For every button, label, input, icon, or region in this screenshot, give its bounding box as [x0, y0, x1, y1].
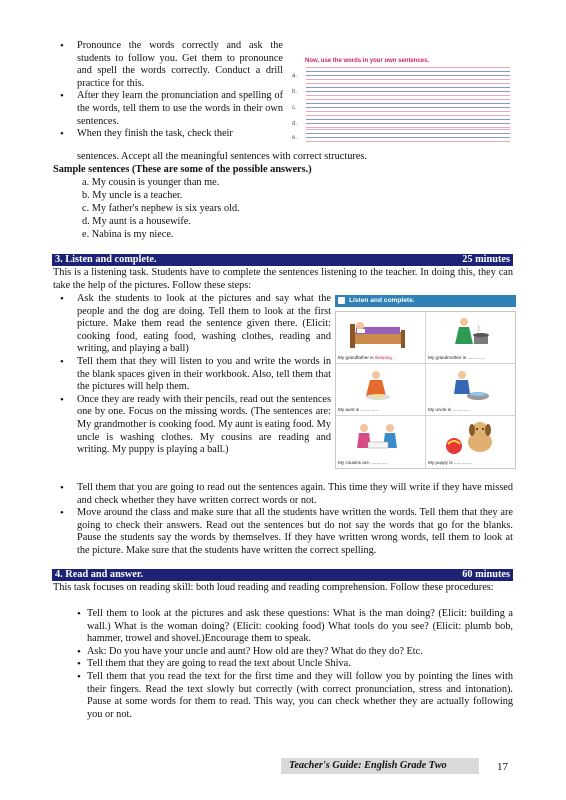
picture-cell-grandmother [426, 312, 516, 364]
sample-sentence: c. My father's nephew is six years old. [82, 203, 240, 214]
worksheet-title: Listen and complete. [349, 297, 415, 304]
cooking-grandmother-illustration [434, 314, 504, 354]
picture-cell-uncle [426, 364, 516, 416]
section3-duration: 25 minutes [462, 254, 510, 265]
section3-intro: This is a listening task. Students have to complete the sentences listening to the teacher. In doing this, they can take the help of the pictures. Follow these steps: [53, 267, 513, 291]
washing-uncle-illustration [434, 366, 504, 406]
section4-intro: This task focuses on reading skill: both loud reading and reading comprehension. Follow these procedures: [53, 582, 494, 593]
worksheet-header [335, 295, 516, 307]
page-number: 17 [497, 761, 508, 773]
worksheet-row-letter: c. [292, 105, 297, 111]
section3-bullet: • Move around the class and make sure that all the students have written the words. Tell them that they are going to check their answers. Read out the sentences but do not say the words that go for the blanks. Pause the students say the words by themselves. If they have written wrong words, tell them to look at the picture. Make sure that the students have written the correct spelling. [55, 507, 513, 557]
section1-bullet: • When they finish the task, check their [55, 128, 283, 141]
picture-caption: My puppy is .............. [428, 460, 472, 465]
sample-sentences-list [82, 177, 240, 242]
worksheet-header-icon [338, 297, 345, 304]
picture-cell-cousins [336, 416, 426, 468]
section3-bullet: • Ask the students to look at the pictures and say what the people and the dog are doing. Tell them to look at the first picture. Make them read the sentence given there. (Elicit: cooking food, eating food, washing clothes, reading and writing, and playing a ball) [55, 293, 331, 356]
section1-bullet: • Pronounce the words correctly and ask the students to follow you. Get them to pronounce and spell the words correctly. Conduct a drill practice for this. [55, 40, 283, 90]
picture-caption: My grandmother is .............. [428, 355, 486, 360]
footer-book-title: Teacher's Guide: English Grade Two [289, 760, 447, 771]
section3-full-width-bullets [55, 482, 513, 558]
sample-sentence: a. My cousin is younger than me. [82, 177, 220, 188]
picture-caption: My grandfather is sleeping. [338, 355, 394, 360]
section4-bullet-list [77, 608, 513, 721]
sample-sentences-title: Sample sentences (These are some of the possible answers.) [53, 164, 312, 175]
section4-heading: 4. Read and answer. [55, 569, 144, 580]
sample-sentence: e. Nabina is my niece. [82, 229, 174, 240]
reading-cousins-illustration [344, 418, 414, 458]
sample-sentence: d. My aunt is a housewife. [82, 216, 191, 227]
section4-bullet: • Tell them to look at the pictures and ask these questions: What is the man doing? (Elicit: building a wall.) What is the woman doing? (Elicit: cooking food) What tools do you see? (Elicit: plumb bob, hammer, trowel and shovel.)Encourage them to speak. [77, 608, 513, 646]
worksheet-row [292, 98, 510, 114]
worksheet-row [292, 82, 510, 98]
section3-bullet: • Tell them that you are going to read out the sentences again. This time they will write if they have missed and check whether they have written correct words or not. [55, 482, 513, 507]
sample-sentence: b. My uncle is a teacher. [82, 190, 183, 201]
listen-complete-worksheet-image [333, 294, 517, 469]
sentence-worksheet-image [288, 50, 514, 142]
worksheet-row-letter: e. [292, 135, 298, 141]
picture-cell-puppy [426, 416, 516, 468]
worksheet-row-letter: d. [292, 121, 298, 127]
sleeping-grandfather-illustration [344, 314, 414, 354]
worksheet-picture-grid [335, 311, 516, 469]
section1-bullet: • After they learn the pronunciation and spelling of the words, tell them to use the words in their own sentences. [55, 90, 283, 128]
section3-heading: 3. Listen and complete. [55, 254, 157, 265]
puppy-ball-illustration [434, 418, 504, 458]
picture-caption: My uncle is .............. [428, 407, 471, 412]
worksheet-row-letter: b. [292, 89, 298, 95]
section3-bullet-list [55, 293, 331, 457]
section4-heading-bar [52, 569, 513, 581]
section1-bullet-list [55, 40, 283, 141]
section1-continuation: sentences. Accept all the meaningful sentences with correct structures. [77, 151, 367, 162]
section3-bullet: • Tell them that they will listen to you and write the words in the blank spaces given in their workbook. Also, tell them that the pictures will help them. [55, 356, 331, 394]
picture-caption: My aunt is .............. [338, 407, 379, 412]
picture-cell-grandfather [336, 312, 426, 364]
worksheet-row [292, 128, 510, 144]
section4-bullet: • Tell them that you read the text for the first time and they will follow you by pointing the lines with their fingers. Read the text slowly but correctly (with correct pronunciation, stress and intonation). Pause at some words for them to read. This way, you can check whether they are actually following you or not. [77, 671, 513, 721]
section3-heading-bar [52, 254, 513, 266]
section4-duration: 60 minutes [462, 569, 510, 580]
section4-bullet: • Tell them that they are going to read the text about Uncle Shiva. [77, 658, 513, 671]
section4-bullet: • Ask: Do you have your uncle and aunt? How old are they? What do they do? Etc. [77, 646, 513, 659]
worksheet-row-letter: a. [292, 73, 298, 79]
picture-cell-aunt [336, 364, 426, 416]
worksheet-title: Now, use the words in your own sentences. [305, 58, 430, 64]
picture-caption: My cousins are .............. [338, 460, 389, 465]
eating-aunt-illustration [344, 366, 414, 406]
section3-bullet: • Once they are ready with their pencils, read out the sentences one by one. Focus on the missing words. (The sentences are: My grandmother is cooking food. My aunt is eating food. My uncle is washing clothes. My cousins are reading and writing. My puppy is playing a ball.) [55, 394, 331, 457]
worksheet-row [292, 66, 510, 82]
